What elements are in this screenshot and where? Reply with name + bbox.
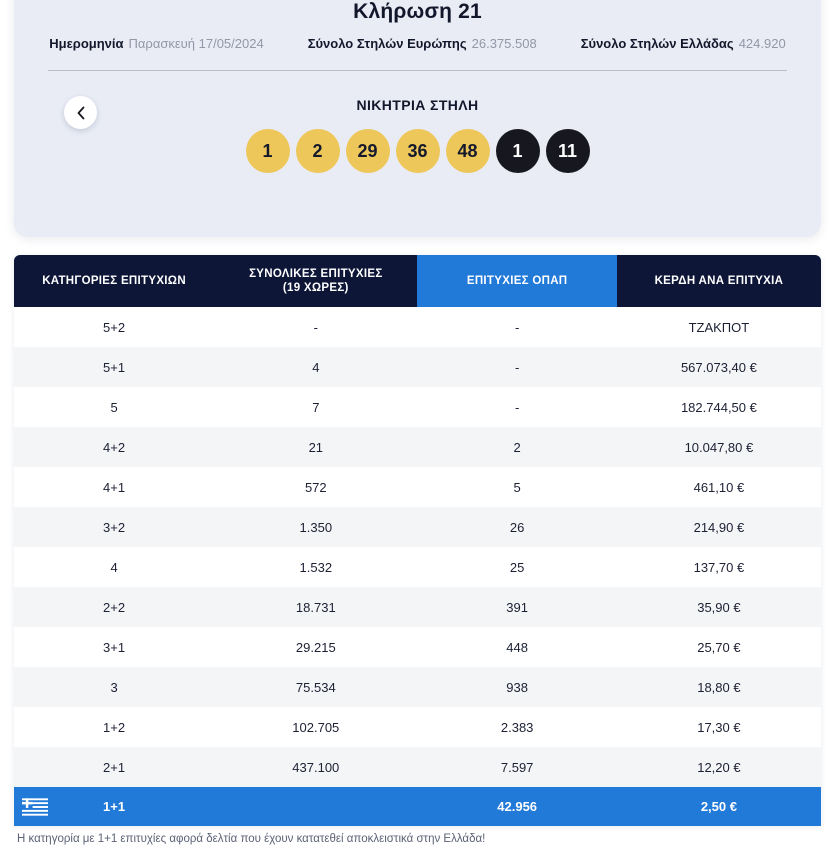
draw-summary-card — [14, 0, 821, 237]
draw-meta-row — [14, 36, 821, 51]
meta-item-date — [49, 36, 263, 51]
meta-label-europe-columns: Σύνολο Στηλών Ευρώπης — [307, 36, 467, 51]
cell-opap: - — [417, 347, 616, 387]
cell-opap: 391 — [417, 587, 616, 627]
cell-opap: 5 — [417, 467, 616, 507]
carousel-prev-button[interactable] — [64, 96, 97, 129]
number-ball: 29 — [346, 129, 390, 173]
cell-category: 5+2 — [14, 307, 214, 347]
cell-total: 4 — [214, 347, 417, 387]
number-ball: 36 — [396, 129, 440, 173]
cell-opap: 2.383 — [417, 707, 616, 747]
cell-total: 18.731 — [214, 587, 417, 627]
table-row-greece-exclusive — [14, 787, 821, 826]
cell-prize: 18,80 € — [617, 667, 821, 707]
meta-value-greece-columns: 424.920 — [738, 36, 786, 51]
cell-category: 3 — [14, 667, 214, 707]
cell-prize: 182.744,50 € — [617, 387, 821, 427]
table-row — [14, 667, 821, 707]
page-title: Κλήρωση 21 — [353, 0, 482, 23]
column-header-prize-per-win[interactable]: ΚΕΡΔΗ ΑΝΑ ΕΠΙΤΥΧΙΑ — [617, 255, 821, 307]
section-divider — [48, 70, 787, 71]
cell-category: 5 — [14, 387, 214, 427]
number-ball: 1 — [246, 129, 290, 173]
table-row — [14, 307, 821, 347]
cell-total: 102.705 — [214, 707, 417, 747]
winning-numbers — [14, 129, 821, 173]
cell-prize: 12,20 € — [617, 747, 821, 787]
number-ball: 2 — [296, 129, 340, 173]
cell-category: 4 — [14, 547, 214, 587]
cell-prize: 35,90 € — [617, 587, 821, 627]
cell-prize: 461,10 € — [617, 467, 821, 507]
table-row — [14, 427, 821, 467]
number-ball: 48 — [446, 129, 490, 173]
cell-total: 1.350 — [214, 507, 417, 547]
table-row — [14, 627, 821, 667]
table-footnote: Η κατηγορία με 1+1 επιτυχίες αφορά δελτία που έχουν κατατεθεί αποκλειστικά στην Ελλάδα! — [17, 833, 486, 845]
cell-category: 5+1 — [14, 347, 214, 387]
cell-total: 437.100 — [214, 747, 417, 787]
column-header-total-wins-line1: ΣΥΝΟΛΙΚΕΣ ΕΠΙΤΥΧΙΕΣ — [249, 267, 383, 280]
cell-category — [14, 787, 214, 826]
cell-prize: 10.047,80 € — [617, 427, 821, 467]
cell-opap: 938 — [417, 667, 616, 707]
table-row — [14, 347, 821, 387]
star-ball: 11 — [546, 129, 590, 173]
cell-prize: 137,70 € — [617, 547, 821, 587]
cell-prize: 214,90 € — [617, 507, 821, 547]
greece-flag-icon — [22, 798, 48, 816]
star-ball: 1 — [496, 129, 540, 173]
table-row — [14, 707, 821, 747]
cell-opap: 25 — [417, 547, 616, 587]
table-row — [14, 547, 821, 587]
cell-prize: 567.073,40 € — [617, 347, 821, 387]
meta-label-greece-columns: Σύνολο Στηλών Ελλάδας — [580, 36, 734, 51]
cell-category: 2+2 — [14, 587, 214, 627]
cell-opap: 7.597 — [417, 747, 616, 787]
cell-total: 75.534 — [214, 667, 417, 707]
results-table — [14, 255, 821, 826]
table-row — [14, 747, 821, 787]
meta-value-date: Παρασκευή 17/05/2024 — [128, 36, 264, 51]
cell-category: 3+2 — [14, 507, 214, 547]
cell-opap: 2 — [417, 427, 616, 467]
column-header-categories[interactable]: ΚΑΤΗΓΟΡΙΕΣ ΕΠΙΤΥΧΙΩΝ — [14, 255, 214, 307]
meta-label-date: Ημερομηνία — [49, 36, 124, 51]
cell-opap: 26 — [417, 507, 616, 547]
cell-prize: ΤΖΑΚΠΟΤ — [617, 307, 821, 347]
table-row — [14, 587, 821, 627]
cell-total — [214, 787, 417, 826]
meta-item-europe-columns — [308, 36, 537, 51]
cell-prize: 17,30 € — [617, 707, 821, 747]
cell-total: 29.215 — [214, 627, 417, 667]
cell-category: 3+1 — [14, 627, 214, 667]
chevron-left-icon — [76, 106, 86, 120]
table-row — [14, 387, 821, 427]
table-body — [14, 307, 821, 826]
cell-category: 1+2 — [14, 707, 214, 747]
meta-value-europe-columns: 26.375.508 — [471, 36, 537, 51]
column-header-total-wins[interactable] — [214, 255, 417, 307]
cell-total: - — [214, 307, 417, 347]
column-header-total-wins-line2: (19 ΧΩΡΕΣ) — [282, 282, 349, 294]
cell-opap: 42.956 — [417, 787, 616, 826]
column-header-opap-wins[interactable]: ΕΠΙΤΥΧΙΕΣ ΟΠΑΠ — [417, 255, 616, 307]
cell-category: 4+1 — [14, 467, 214, 507]
winning-row-label: ΝΙΚΗΤΡΙΑ ΣΤΗΛΗ — [356, 97, 479, 113]
cell-total: 1.532 — [214, 547, 417, 587]
table-header — [14, 255, 821, 307]
cell-opap: - — [417, 307, 616, 347]
cell-total: 7 — [214, 387, 417, 427]
results-table-container — [14, 255, 821, 826]
table-row — [14, 507, 821, 547]
table-row — [14, 467, 821, 507]
cell-prize: 2,50 € — [617, 787, 821, 826]
cell-total: 572 — [214, 467, 417, 507]
table-header-row — [14, 255, 821, 307]
cell-total: 21 — [214, 427, 417, 467]
cell-opap: 448 — [417, 627, 616, 667]
cell-category-label: 1+1 — [103, 799, 126, 814]
meta-item-greece-columns — [581, 36, 786, 51]
cell-prize: 25,70 € — [617, 627, 821, 667]
cell-category: 4+2 — [14, 427, 214, 467]
cell-category: 2+1 — [14, 747, 214, 787]
cell-opap: - — [417, 387, 616, 427]
